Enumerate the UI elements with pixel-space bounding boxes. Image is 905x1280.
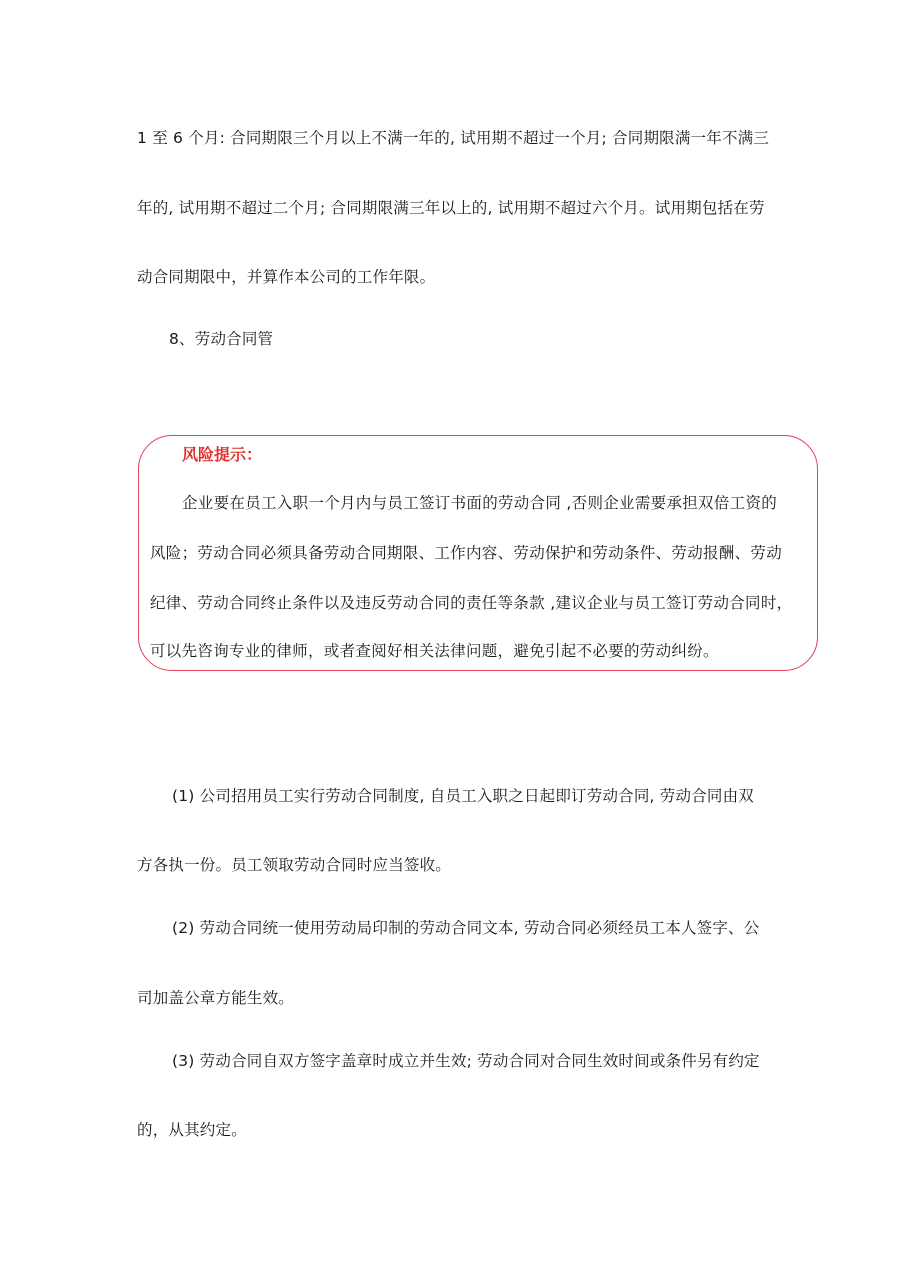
item-2-line-1: (2) 劳动合同统一使用劳动局印制的劳动合同文本, 劳动合同必须经员工本人签字、公 xyxy=(172,919,760,937)
item-1-line-1: (1) 公司招用员工实行劳动合同制度, 自员工入职之日起即订劳动合同, 劳动合同由双 xyxy=(172,787,754,805)
risk-notice-line-4: 可以先咨询专业的律师，或者查阅好相关法律问题，避免引起不必要的劳动纠纷。 xyxy=(150,642,719,660)
risk-notice-line-3: 纪律、劳动合同终止条件以及违反劳动合同的责任等条款 ,建议企业与员工签订劳动合同时， xyxy=(150,594,793,612)
probation-line-2: 年的, 试用期不超过二个月; 合同期限满三年以上的, 试用期不超过六个月。试用期包括在劳 xyxy=(137,199,765,217)
risk-notice-line-2: 风险；劳动合同必须具备劳动合同期限、工作内容、劳动保护和劳动条件、劳动报酬、劳动 xyxy=(150,544,783,562)
item-3-line-1: (3) 劳动合同自双方签字盖章时成立并生效; 劳动合同对合同生效时间或条件另有约定 xyxy=(172,1052,760,1070)
item-3-line-2: 的，从其约定。 xyxy=(137,1121,247,1139)
section-heading: 8、劳动合同管 xyxy=(169,330,274,348)
risk-notice-line-1: 企业要在员工入职一个月内与员工签订书面的劳动合同 ,否则企业需要承担双倍工资的 xyxy=(182,494,778,512)
probation-line-1: 1 至 6 个月: 合同期限三个月以上不满一年的, 试用期不超过一个月; 合同期限满一年不满三 xyxy=(137,129,770,147)
risk-notice-title: 风险提示： xyxy=(182,445,263,464)
item-1-line-2: 方各执一份。员工领取劳动合同时应当签收。 xyxy=(137,856,452,874)
item-2-line-2: 司加盖公章方能生效。 xyxy=(137,989,295,1007)
probation-line-3: 动合同期限中，并算作本公司的工作年限。 xyxy=(137,268,436,286)
